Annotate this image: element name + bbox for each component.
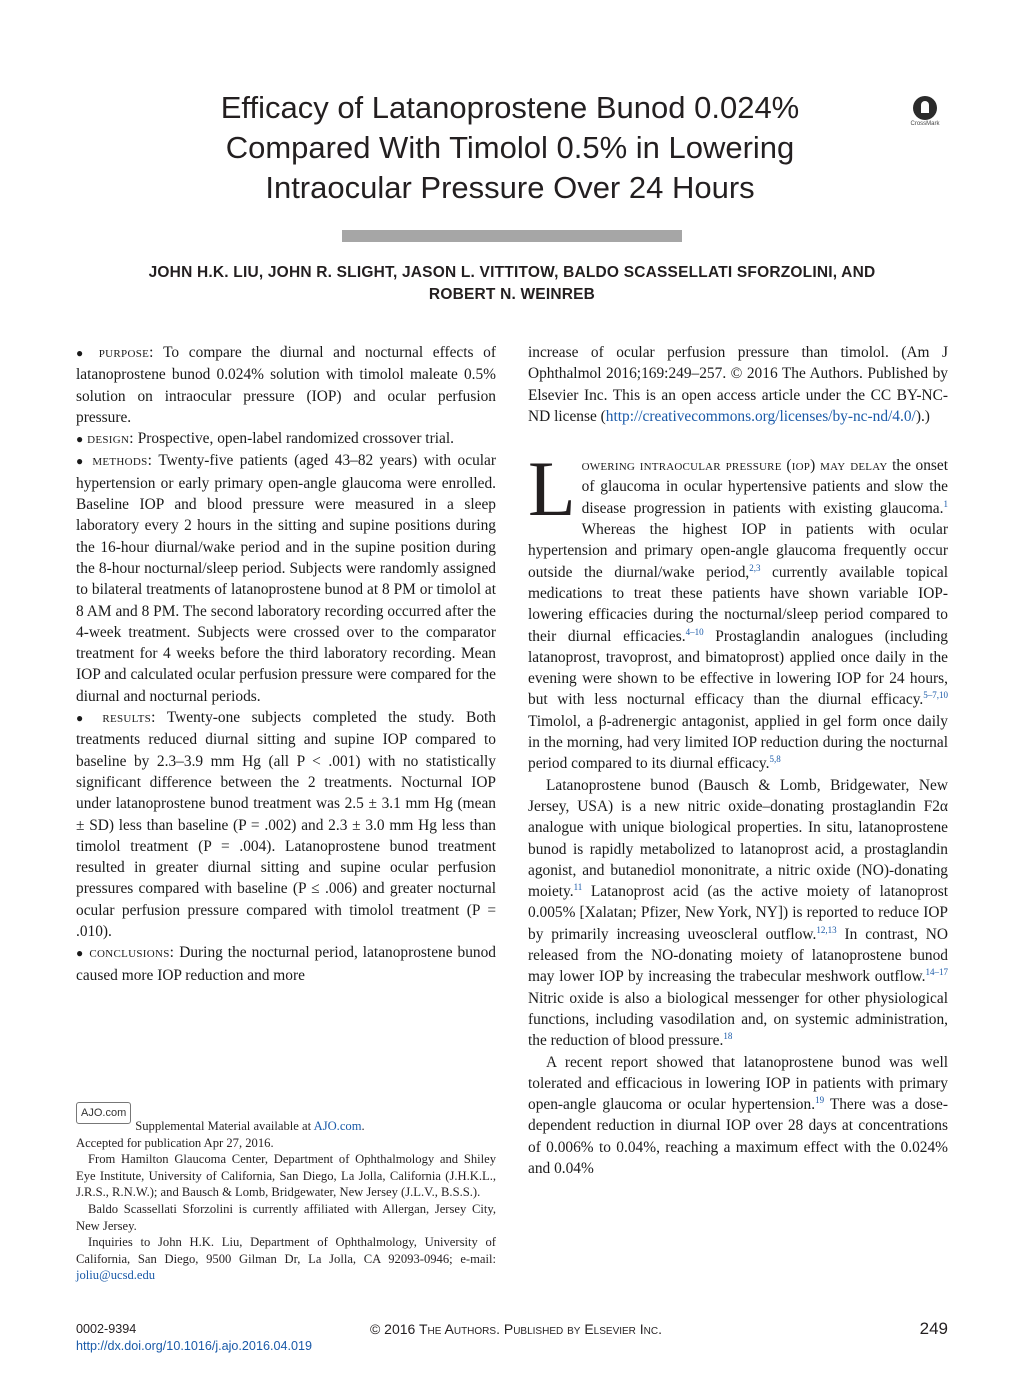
bullet-icon: ● [76,346,90,360]
title-line: Intraocular Pressure Over 24 Hours [265,170,755,205]
intro-paragraph-2 [528,775,948,1052]
ref-link[interactable]: 1 [943,498,948,509]
p2-text: In contrast, NO released from the NO-donating moiety of latanoprostene bunod may lower IOP by increasing the trabecular meshwork outflow. [528,925,948,986]
abstract-design [76,428,496,450]
supplemental-label: Supplemental Material available at [135,1119,314,1133]
p2-text: Latanoprostene bunod (Bausch & Lomb, Bridgewater, New Jersey, USA) is a new nitric oxide–donating prostaglandin F2α analogue with unique biological properties. In situ, latanoprostene bunod is rapidly metabolized to latanoprost acid, a prostaglandin agonist, and butanediol mononitrate, a nitric oxide (NO)-donating moiety. [528,776,948,901]
author-list [80,262,944,306]
p1-text: Timolol, a β-adrenergic antagonist, applied in gel form once daily in the morning, had very limited IOP reduction during the nocturnal period compared to its diurnal efficacy. [528,712,948,773]
ajo-logo[interactable]: AJO.com [76,1102,131,1124]
results-label: results: [102,709,156,727]
abstract-results [76,707,496,942]
accepted-note: Accepted for publication Apr 27, 2016. [76,1135,274,1150]
authors-line: ROBERT N. WEINREB [428,286,596,303]
abstract-methods [76,450,496,707]
intro-lead: owering intraocular pressure (iop) may delay [581,457,888,475]
intro-section [528,445,949,1179]
supplemental-note [76,1102,496,1135]
p2-text: Latanoprost acid (as the active moiety of latanoprost 0.005% [Xalatan; Pfizer, New York, NY]) is reported to reduce IOP by primarily increasing uveoscleral outflow. [528,883,948,943]
bullet-icon: ● [76,711,91,726]
conclusions-label: conclusions: [89,944,175,962]
p1-text: Prostaglandin analogues (including latanoprost, travoprost, and bimatoprost) applied once daily in the evening were shown to be effective in lowering IOP for 24 hours, but with less nocturnal efficacy than the diurnal efficacy. [528,627,948,709]
article-title [150,88,870,208]
ref-link[interactable]: 18 [723,1031,733,1042]
title-divider [342,230,682,242]
p3-text: There was a dose-dependent reduction in diurnal IOP over 28 days at concentrations of 0.006% to 0.04%, reaching a maximum effect with the 0.024% and 0.04% [528,1096,948,1177]
email-link[interactable]: joliu@ucsd.edu [76,1268,156,1283]
crossmark-icon [913,96,937,120]
conclusions-text-cont: increase of ocular perfusion pressure than timolol. [528,344,889,361]
supplemental-link[interactable]: AJO.com [313,1119,362,1133]
left-column [76,342,496,986]
results-text: Twenty-one subjects completed the study. Both treatments reduced diurnal sitting and supine IOP compared to baseline by 2.3–3.9 mm Hg (all P < .001) with no statistically significant difference between the 2 treatments. Nocturnal IOP under latanoprostene bunod treatment was 2.5 ± 3.1 mm Hg (mean ± SD) less than baseline (P = .002) and 2.3 ± 3.0 mm Hg less than timolol treatment (P = .004). Latanoprostene bunod treatment resulted in greater diurnal sitting and supine ocular perfusion pressures compared with baseline (P ≤ .006) and greater nocturnal ocular perfusion pressure compared with timolol treatment (P = .010). [76,709,496,941]
p1-text: currently available topical medications to treat these patients have shown variable IOP-lowering efficacies during the nocturnal/sleep period compared to their diurnal efficacies. [528,563,948,645]
page-footer [76,1320,948,1356]
intro-paragraph-1 [528,445,949,774]
ref-link[interactable]: 12,13 [816,924,837,935]
inquiries-note [76,1234,496,1284]
abstract-purpose [76,342,496,428]
right-column [528,342,948,1179]
abstract-conclusions [76,942,496,986]
footnotes [76,1102,496,1284]
copyright-line: © 2016 The Authors. Published by Elsevier Inc. [369,1321,663,1337]
current-affiliation-note: Baldo Scassellati Sforzolini is currently affiliated with Allergan, Jersey City, New Jersey. [76,1201,496,1233]
affiliations-note: From Hamilton Glaucoma Center, Department of Ophthalmology and Shiley Eye Institute, University of California, San Diego, La Jolla, California (J.H.K.L., J.R.S., R.N.W.); and Bausch & Lomb, Bridgewater, New Jersey (J.L.V., B.S.S.). [76,1152,496,1200]
ref-link[interactable]: 5–7,10 [923,690,948,701]
design-label: design: [87,430,134,448]
p2-text: Nitric oxide is also a biological messenger for other physiological functions, including vasodilation and, on systemic administration, the reduction of blood pressure. [528,989,948,1050]
ref-link[interactable]: 14–17 [925,967,948,978]
bullet-icon: ● [76,432,84,447]
bullet-icon: ● [76,454,86,469]
methods-label: methods: [92,452,153,470]
title-line: Efficacy of Latanoprostene Bunod 0.024% [220,90,800,125]
bullet-icon: ● [76,946,85,961]
p3-text: A recent report showed that latanoprostene bunod was well tolerated and efficacious in lowering IOP in patients with primary open-angle glaucoma or ocular hypertension. [528,1053,948,1114]
supplemental-end: . [361,1119,365,1133]
purpose-text: To compare the diurnal and nocturnal effects of latanoprostene bunod 0.024% solution with timolol maleate 0.5% solution on intraocular pressure (IOP) and ocular perfusion pressure. [76,344,497,426]
license-link[interactable]: http://creativecommons.org/licenses/by-nc-nd/4.0/ [605,407,916,425]
drop-cap: L [528,445,576,533]
page-number: 249 [919,1319,948,1338]
doi-link[interactable]: http://dx.doi.org/10.1016/j.ajo.2016.04.019 [76,1339,312,1353]
ref-link[interactable]: 11 [573,882,583,892]
citation-text: (Am J Ophthalmol 2016;169:249–257. © 2016 The Authors. Published by Elsevier Inc. This is an open access article under the CC BY-NC-ND license ( [528,344,948,425]
conclusions-text: During the nocturnal period, latanoprostene bunod caused more IOP reduction and more [76,944,496,984]
citation-end: ).) [915,407,930,425]
abstract-conclusions-continued [528,342,948,427]
inquiries-text: Inquiries to John H.K. Liu, Department of Ophthalmology, University of California, San Diego, 9500 Gilman Dr, La Jolla, CA 92093-0946; e-mail: [76,1235,496,1266]
issn: 0002-9394 [76,1322,137,1336]
purpose-label: purpose: [98,344,154,361]
authors-line: JOHN H.K. LIU, JOHN R. SLIGHT, JASON L. VITTITOW, BALDO SCASSELLATI SFORZOLINI, AND [148,264,876,281]
supplemental-text [135,1102,364,1135]
methods-text: Twenty-five patients (aged 43–82 years) with ocular hypertension or early primary open-angle glaucoma were enrolled. Baseline IOP and blood pressure were measured in a sleep laboratory every 2 hours in the sitting and supine positions during the 16-hour diurnal/wake period and in the supine position during the 8-hour nocturnal/sleep period. Subjects were randomly assigned to bilateral treatments of latanoprostene bunod at 8 PM or timolol at 8 AM and 8 PM. The second laboratory recording occurred after the 4-week treatment. Subjects were crossed over to the comparator treatment for 4 weeks before the third laboratory recording. Mean IOP and calculated ocular perfusion pressure were compared for the diurnal and nocturnal periods. [76,452,496,705]
p1-text: the onset of glaucoma in ocular hypertensive patients and slow the disease progression in patients with existing glaucoma. [581,457,949,517]
ref-link[interactable]: 5,8 [769,754,781,765]
crossmark-badge[interactable] [910,96,940,132]
design-text: Prospective, open-label randomized crossover trial. [137,430,454,448]
title-line: Compared With Timolol 0.5% in Lowering [225,130,795,165]
crossmark-label: CrossMark [910,121,940,127]
ref-link[interactable]: 4–10 [685,626,704,637]
ref-link[interactable]: 2,3 [749,562,761,573]
p1-text: Whereas the highest IOP in patients with ocular hypertension and primary open-angle glaucoma frequently occur outside the diurnal/wake period, [528,521,948,581]
intro-paragraph-3 [528,1052,948,1180]
ref-link[interactable]: 19 [815,1094,825,1105]
